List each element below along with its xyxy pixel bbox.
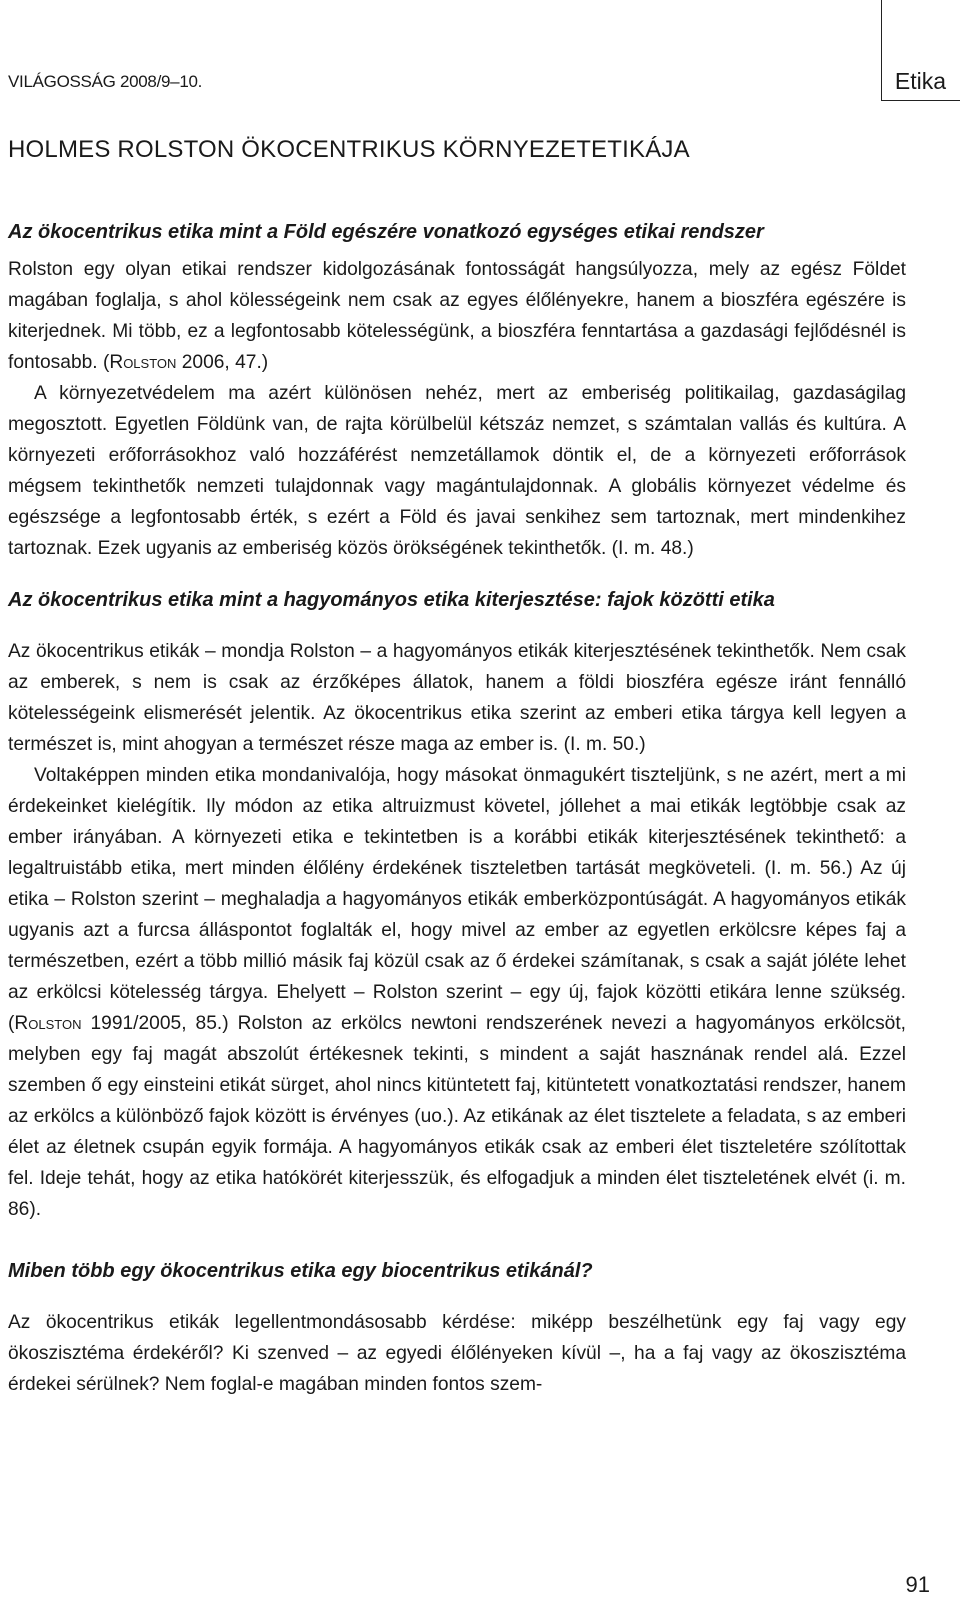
- citation-author: Rolston: [14, 1013, 82, 1034]
- article-body: [8, 218, 906, 1400]
- paragraph-5: Az ökocentrikus etikák legellentmondásosabb kérdése: miképp beszélhetünk egy faj vagy egy ökoszisztéma érdekéről? Ki szenved – az egyedi élőlényeken kívül –, ha a faj vagy az ökoszisztéma érdekei sérülnek? Nem foglal-e magában minden fontos szem-: [8, 1312, 906, 1395]
- section-heading-3: Miben több egy ökocentrikus etika egy biocentrikus etikánál?: [8, 1260, 593, 1282]
- paragraph-1-text-a: Rolston egy olyan etikai rendszer kidolgozásának fontosságát hangsúlyozza, mely az egész Földet magában foglalja, s ahol kölességeink nem csak az egyes élőlényekre, hanem a bioszféra egészére is kiterjednek. Mi több, ez a legfontosabb kötelességünk, a bioszféra fenntartása a gazdasági fejlődésnél is fontosabb. (: [8, 259, 906, 373]
- page-header: [0, 0, 960, 110]
- paragraph-4-text-a: Voltaképpen minden etika mondanivalója, hogy másokat önmagukért tiszteljünk, s ne azért, mert a mi érdekeinket kielégítik. Ily módon az etika altruizmust követel, jóllehet a mai etikák legtöbbje csak az ember irányában. A környezeti etika e tekintetben is a korábbi etikák kiterjesztésének tekinthető: a legaltruistább etika, mert minden élőlény érdekének tiszteletben tartását megköveteli. (I. m. 56.) Az új etika – Rolston szerint – meghaladja a hagyományos etikák emberközpontúságát. A hagyományos etikák ugyanis azt a furcsa álláspontot foglalták el, hogy mivel az ember az egyetlen erkölcsre képes faj a természetben, ezért a több millió másik faj közül csak az ő érdekei számítanak, s csak a saját jóléte lehet az erkölcsi kötelesség tárgya. Ehelyett – Rolston szerint – egy új, fajok közötti etikára lenne szükség. (: [8, 765, 906, 1034]
- journal-issue-label: VILÁGOSSÁG 2008/9–10.: [8, 72, 203, 91]
- article-title: HOLMES ROLSTON ÖKOCENTRIKUS KÖRNYEZETETIKÁJA: [8, 136, 690, 163]
- paragraph-4: [8, 760, 906, 1225]
- citation-author: Rolston: [109, 352, 177, 373]
- paragraph-1: [8, 254, 906, 378]
- section-heading-2: Az ökocentrikus etika mint a hagyományos etika kiterjesztése: fajok közötti etika: [8, 589, 775, 611]
- section-heading-1: Az ökocentrikus etika mint a Föld egészére vonatkozó egységes etikai rendszer: [8, 221, 764, 243]
- section-label: Etika: [894, 68, 946, 94]
- paragraph-3: Az ökocentrikus etikák – mondja Rolston – a hagyományos etikák kiterjesztésének tekinthetők. Nem csak az emberek, s nem is csak az érzőképes állatok, hanem a földi bioszféra egésze iránt fennálló kötelességeink elismerését jelentik. Az ökocentrikus etika szerint az emberi etika tárgya kell legyen a természet is, mint ahogyan a természet része maga az ember is. (I. m. 50.): [8, 641, 906, 755]
- page-number: 91: [905, 1572, 930, 1597]
- paragraph-1-text-b: 2006, 47.): [176, 352, 269, 373]
- paragraph-4-text-b: 1991/2005, 85.) Rolston az erkölcs newtoni rendszerének nevezi a hagyományos erkölcsöt, melyben egy faj magát abszolút értékesnek tekinti, s mindent a saját hasznának rendel alá. Ezzel szemben ő egy einsteini etikát sürget, ahol nincs kitüntetett faj, kitüntetett vonatkoztatási rendszer, hanem az erkölcs a különböző fajok között is érvényes (uo.). Az etikának az élet tisztelete a feladata, s az emberi élet az életnek csupán egyik formája. A hagyományos etikák csak az emberi élet tiszteletére szólítottak fel. Ideje tehát, hogy az etika hatókörét kiterjesszük, és elfogadjuk a minden élet tiszteletének elvét (i. m. 86).: [8, 1013, 906, 1220]
- paragraph-2: A környezetvédelem ma azért különösen nehéz, mert az emberiség politikailag, gazdaságilag megosztott. Egyetlen Földünk van, de rajta körülbelül kétszáz nemzet, s számtalan vallás és kultúra. A környezeti erőforrásokhoz való hozzáférést nemzetállamok döntik el, de a környezeti erőforrások mégsem tekinthetők nemzeti tulajdonnak vagy magántulajdonnak. A globális környezet védelme és egészsége a legfontosabb érték, s ezért a Föld és javai senkihez sem tartoznak, mert mindenkihez tartoznak. Ezek ugyanis az emberiség közös örökségének tekinthetők. (I. m. 48.): [8, 383, 906, 559]
